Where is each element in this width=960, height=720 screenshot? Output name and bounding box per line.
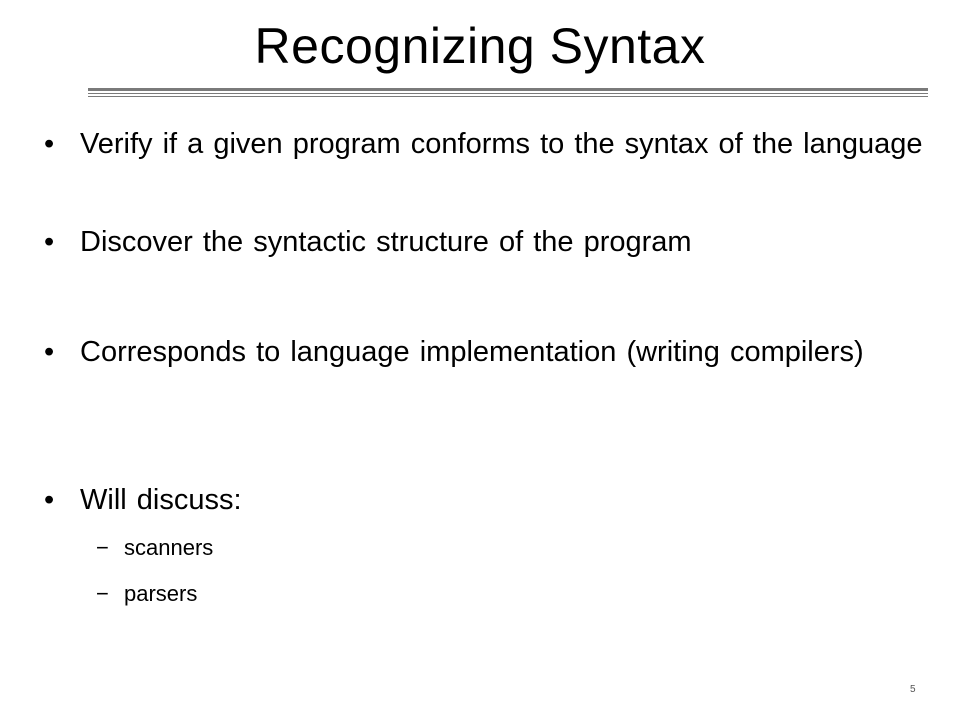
bullet-marker: • <box>44 128 55 160</box>
bullet-marker: • <box>44 226 55 258</box>
sub-bullet-text: scanners <box>124 535 214 560</box>
bullet-item <box>44 478 924 522</box>
bullet-text: Discover the syntactic structure of the program <box>80 226 692 258</box>
bullet-text: Corresponds to language implementation (writing compilers) <box>80 336 864 368</box>
slide-title: Recognizing Syntax <box>254 18 706 74</box>
page-number: 5 <box>910 684 916 695</box>
sub-bullet-text: parsers <box>124 581 198 606</box>
sub-bullet-marker: − <box>96 535 109 560</box>
bullet-marker: • <box>44 484 55 516</box>
bullet-item <box>44 330 924 374</box>
bullet-marker: • <box>44 336 55 368</box>
sub-bullet-item <box>96 532 213 564</box>
bullet-text: Verify if a given program conforms to the syntax of the language <box>80 128 923 160</box>
sub-bullet-marker: − <box>96 581 109 606</box>
bullet-item <box>44 122 924 166</box>
bullet-text: Will discuss: <box>80 484 242 516</box>
sub-bullet-item <box>96 578 197 610</box>
bullet-item <box>44 220 924 264</box>
